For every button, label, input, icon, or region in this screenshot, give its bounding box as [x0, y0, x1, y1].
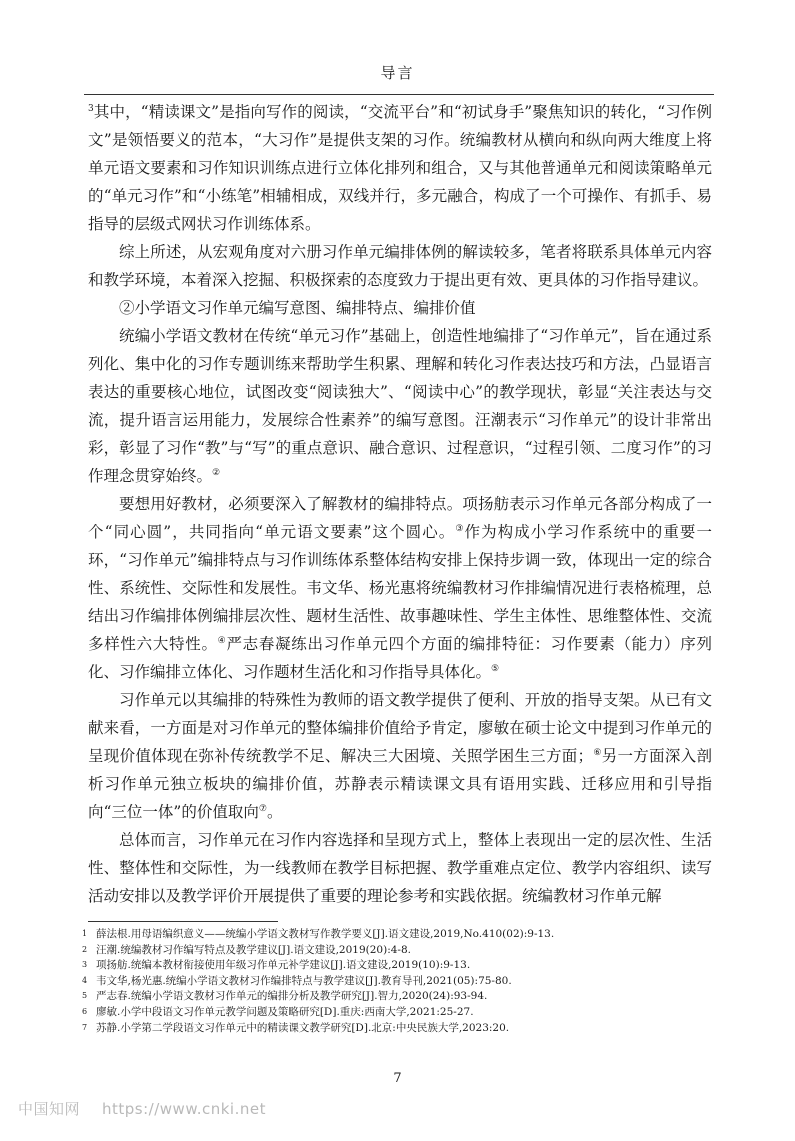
paragraph-7: 总体而言，习作单元在习作内容选择和呈现方式上，整体上表现出一定的层次性、生活性、整体性和交际性，为一线教师在教学目标把握、教学重难点定位、教学内容组织、读写活动安排以及教学评价开展提供了重要的理论参考和实践依据。统编教材习作单元解 — [88, 831, 712, 905]
footnote — [82, 1005, 722, 1021]
footnote-ref: ③ — [455, 523, 465, 534]
page-number: 7 — [393, 1071, 402, 1086]
footnote-number: 1 — [82, 929, 88, 938]
footnote-text: 薛法根.用母语编织意义——统编小学语文教材写作教学要义[J].语文建设,2019,No.410(02):9-13. — [96, 928, 555, 940]
footnote-text: 廖敏.小学中段语文习作单元教学问题及策略研究[D].重庆:西南大学,2021:25-27. — [96, 1005, 474, 1018]
footnote-divider — [88, 921, 278, 922]
footnote — [82, 1021, 722, 1037]
footnote — [82, 958, 722, 974]
watermark-url: https://www.cnki.net — [102, 1100, 266, 1118]
footnote-number: 5 — [82, 991, 88, 1001]
paragraph-4 — [88, 322, 712, 490]
footnote-ref: 3 — [88, 103, 94, 114]
paragraph-6 — [88, 686, 712, 826]
footnote-number: 2 — [82, 944, 88, 954]
paragraph-text: 。 — [266, 803, 283, 821]
footnote-ref: ⑦ — [258, 803, 267, 814]
watermark — [18, 1098, 288, 1119]
running-header: 导言 — [380, 64, 415, 82]
footnotes — [82, 927, 722, 1036]
footnote — [82, 989, 722, 1005]
footnote-number: 7 — [82, 1022, 88, 1032]
paragraph-5 — [88, 490, 712, 686]
paragraph-text: 要想用好教材，必须要深入了解教材的编排特点。项扬舫表示习作单元各部分构成了一个“同心圆”，共同指向“单元语文要素”这个圆心。 — [88, 495, 712, 541]
paragraph-text: 习作单元以其编排的特殊性为教师的语文教学提供了便利、开放的指导支架。从已有文献来看，一方面是对习作单元的整体编排价值给予肯定，廖敏在硕士论文中提到习作单元的呈现价值体现在弥补传统教学不足、解决三大困境、关照学困生三方面； — [88, 691, 712, 765]
paragraph-text: 统编小学语文教材在传统“单元习作”基础上，创造性地编排了“习作单元”，旨在通过系列化、集中化的习作专题训练来帮助学生积累、理解和转化习作表达技巧和方法，凸显语言表达的重要核心地位，试图改变“阅读独大”、“阅读中心”的教学现状，彰显“关注表达与交流，提升语言运用能力，发展综合性素养”的编写意图。汪潮表示“习作单元”的设计非常出彩，彰显了习作“教”与“写”的重点意识、融合意识、过程意识，“过程引领、二度习作”的习作理念贯穿始终。 — [88, 327, 712, 485]
footnote-ref: ② — [212, 467, 221, 478]
footnote — [82, 974, 722, 990]
footnote-text: 韦文华,杨光惠.统编小学语文教材习作编排特点与教学建议[J].教育导刊,2021(05):75-80. — [96, 974, 512, 987]
footnote-text: 苏静.小学第二学段语文习作单元中的精读课文教学研究[D].北京:中央民族大学,2023:20. — [96, 1021, 510, 1034]
section-heading: ②小学语文习作单元编写意图、编排特点、编排价值 — [119, 299, 476, 317]
footnote-number: 6 — [82, 1006, 88, 1016]
footnote-text: 项扬舫.统编本教材衔接使用年级习作单元补学建议[J].语文建设,2019(10):9-13. — [96, 959, 471, 972]
paragraph-1 — [88, 98, 712, 238]
footnote-ref: ⑤ — [491, 663, 500, 674]
paragraph-text: 另一方面深入剖析习作单元独立板块的编排价值，苏静表示精读课文具有语用实践、迁移应用和引导指向“三位一体”的价值取向 — [88, 747, 712, 821]
footnote-number: 4 — [82, 975, 88, 985]
footnote-ref: ④ — [217, 635, 227, 646]
footnote-text: 汪潮.统编教材习作编写特点及教学建议[J].语文建设,2019(20):4-8. — [96, 943, 411, 956]
footnote-ref: ⑥ — [593, 747, 602, 758]
paragraph-2: 综上所述，从宏观角度对六册习作单元编排体例的解读较多，笔者将联系具体单元内容和教学环境，本着深入挖掘、积极探索的态度致力于提出更有效、更具体的习作指导建议。 — [88, 243, 712, 289]
paragraph-text: 作为构成小学习作系统中的重要一环，“习作单元”编排特点与习作训练体系整体结构安排上保持步调一致，体现出一定的综合性、系统性、交际性和发展性。韦文华、杨光惠将统编教材习作排编情况进行表格梳理，总结出习作编排体例编排层次性、题材生活性、故事趣味性、学生主体性、思维整体性、交流多样性六大特性。 — [88, 523, 712, 653]
footnote — [82, 943, 722, 959]
footnote — [82, 927, 722, 943]
footnote-number: 3 — [82, 960, 88, 970]
paragraph-text: 严志春凝练出习作单元四个方面的编排特征：习作要素（能力）序列化、习作编排立体化、习作题材生活化和习作指导具体化。 — [88, 635, 712, 681]
paragraph-text: 其中，“精读课文”是指向写作的阅读，“交流平台”和“初试身手”聚焦知识的转化，“习作例文”是领悟要义的范本，“大习作”是提供支架的习作。统编教材从横向和纵向两大维度上将单元语文要素和习作知识训练点进行立体化排列和组合，又与其他普通单元和阅读策略单元的“单元习作”和“小练笔”相辅相成，双线并行，多元融合，构成了一个可操作、有抓手、易指导的层级式网状习作训练体系。 — [88, 103, 712, 233]
footnote-text: 严志春.统编小学语文教材习作单元的编排分析及教学研究[J].智力,2020(24):93-94. — [96, 990, 488, 1003]
header-divider — [84, 94, 714, 95]
watermark-brand: 中国知网 — [18, 1100, 81, 1118]
body-text — [88, 98, 712, 910]
